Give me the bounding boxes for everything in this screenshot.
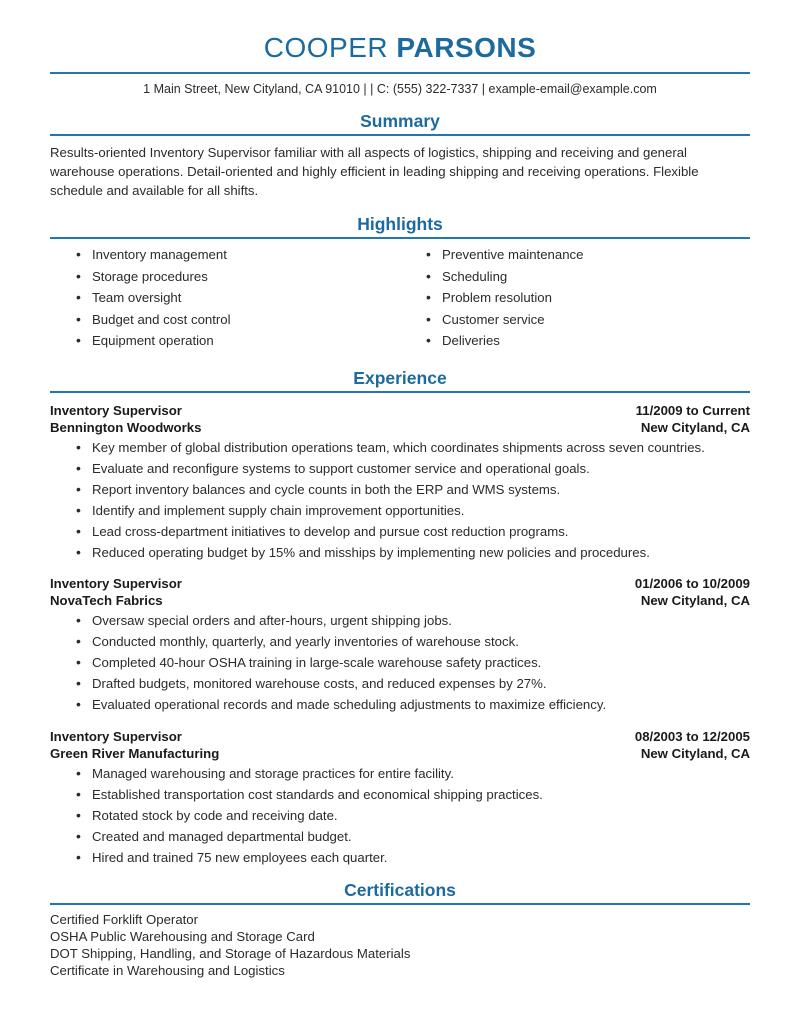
- section-title-summary: Summary: [360, 111, 440, 131]
- certification-item: Certificate in Warehousing and Logistics: [50, 963, 285, 978]
- highlights-list-right: [400, 246, 750, 354]
- job-dates: 11/2009 to Current: [635, 402, 750, 418]
- job-bullet: • Oversaw special orders and after-hours, urgent shipping jobs.: [50, 612, 750, 630]
- job-bullet: • Evaluate and reconfigure systems to support customer service and operational goals.: [50, 460, 750, 478]
- summary-divider: [50, 134, 750, 136]
- highlight-item: • Budget and cost control: [50, 311, 400, 329]
- job-company-row: [50, 745, 750, 762]
- highlight-item: • Inventory management: [50, 246, 400, 264]
- job-location: New Cityland, CA: [640, 593, 750, 608]
- job-bullet: • Created and managed departmental budget.: [50, 828, 750, 846]
- resume-header: [50, 34, 750, 97]
- job-bullet: • Established transportation cost standards and economical shipping practices.: [50, 786, 750, 804]
- job-bullet-list: [50, 765, 750, 867]
- job-header-row: [50, 728, 750, 745]
- name-last: PARSONS: [396, 32, 537, 63]
- job-entry: [50, 575, 750, 714]
- certification-item: DOT Shipping, Handling, and Storage of Hazardous Materials: [50, 946, 411, 961]
- section-summary: [50, 111, 750, 200]
- page-title: [50, 34, 750, 62]
- job-bullet: • Lead cross-department initiatives to develop and pursue cost reduction programs.: [50, 523, 750, 541]
- job-bullet: • Completed 40-hour OSHA training in large-scale warehouse safety practices.: [50, 654, 750, 672]
- job-entry: [50, 402, 750, 562]
- job-bullet: • Evaluated operational records and made scheduling adjustments to maximize efficiency.: [50, 696, 750, 714]
- experience-divider: [50, 391, 750, 393]
- section-title-experience: Experience: [353, 367, 447, 388]
- highlight-item: • Storage procedures: [50, 268, 400, 286]
- section-certifications: [50, 880, 750, 979]
- job-dates: 08/2003 to 12/2005: [634, 728, 750, 744]
- certifications-divider: [50, 903, 750, 905]
- certification-item: OSHA Public Warehousing and Storage Card: [50, 929, 315, 944]
- section-highlights: [50, 214, 750, 354]
- job-company: Green River Manufacturing: [50, 745, 220, 761]
- highlights-columns: [50, 241, 750, 354]
- job-company: Bennington Woodworks: [50, 419, 202, 435]
- job-bullet: • Conducted monthly, quarterly, and yearly inventories of warehouse stock.: [50, 633, 750, 651]
- highlight-item: • Equipment operation: [50, 332, 400, 350]
- highlight-item: • Problem resolution: [400, 289, 750, 307]
- highlight-item: • Team oversight: [50, 289, 400, 307]
- job-company: NovaTech Fabrics: [50, 593, 163, 608]
- highlight-item: • Preventive maintenance: [400, 246, 750, 264]
- section-experience: [50, 368, 750, 867]
- contact-line: 1 Main Street, New Cityland, CA 91010 | | C: (555) 322-7337 | example-email@example.com: [143, 82, 657, 96]
- certification-list: [50, 911, 750, 979]
- job-location: New Cityland, CA: [640, 419, 750, 435]
- job-entry: [50, 728, 750, 867]
- header-divider: [50, 72, 750, 74]
- highlight-item: • Scheduling: [400, 268, 750, 286]
- job-company-row: [50, 419, 750, 436]
- job-bullet: • Managed warehousing and storage practices for entire facility.: [50, 765, 750, 783]
- summary-text: Results-oriented Inventory Supervisor familiar with all aspects of logistics, shipping and receiving and general warehouse operations. Detail-oriented and highly efficient in leading shipping and receiving operations. Flexible schedule and available for all shifts.: [50, 145, 699, 198]
- highlight-item: • Customer service: [400, 311, 750, 329]
- job-bullet: • Hired and trained 75 new employees each quarter.: [50, 849, 750, 867]
- job-bullet: • Reduced operating budget by 15% and misships by implementing new policies and procedures.: [50, 544, 750, 562]
- job-bullet: • Drafted budgets, monitored warehouse costs, and reduced expenses by 27%.: [50, 675, 750, 693]
- job-bullet: • Rotated stock by code and receiving date.: [50, 807, 750, 825]
- job-company-row: [50, 592, 750, 609]
- section-title-certifications: Certifications: [344, 880, 456, 900]
- certification-item: Certified Forklift Operator: [50, 912, 199, 927]
- job-header-row: [50, 575, 750, 592]
- job-location: New Cityland, CA: [640, 745, 750, 761]
- job-bullet: • Report inventory balances and cycle counts in both the ERP and WMS systems.: [50, 481, 750, 499]
- job-header-row: [50, 402, 750, 419]
- job-title: Inventory Supervisor: [50, 576, 182, 591]
- job-bullet: • Key member of global distribution operations team, which coordinates shipments across seven countries.: [50, 439, 750, 457]
- job-title: Inventory Supervisor: [50, 402, 182, 418]
- highlight-item: • Deliveries: [400, 332, 750, 350]
- job-bullet: • Identify and implement supply chain improvement opportunities.: [50, 502, 750, 520]
- section-title-highlights: Highlights: [357, 214, 443, 234]
- highlights-divider: [50, 237, 750, 239]
- job-title: Inventory Supervisor: [50, 728, 182, 744]
- job-dates: 01/2006 to 10/2009: [634, 576, 750, 591]
- highlights-list-left: [50, 246, 400, 354]
- job-bullet-list: [50, 439, 750, 562]
- name-first: COOPER: [263, 32, 389, 63]
- job-bullet-list: [50, 612, 750, 714]
